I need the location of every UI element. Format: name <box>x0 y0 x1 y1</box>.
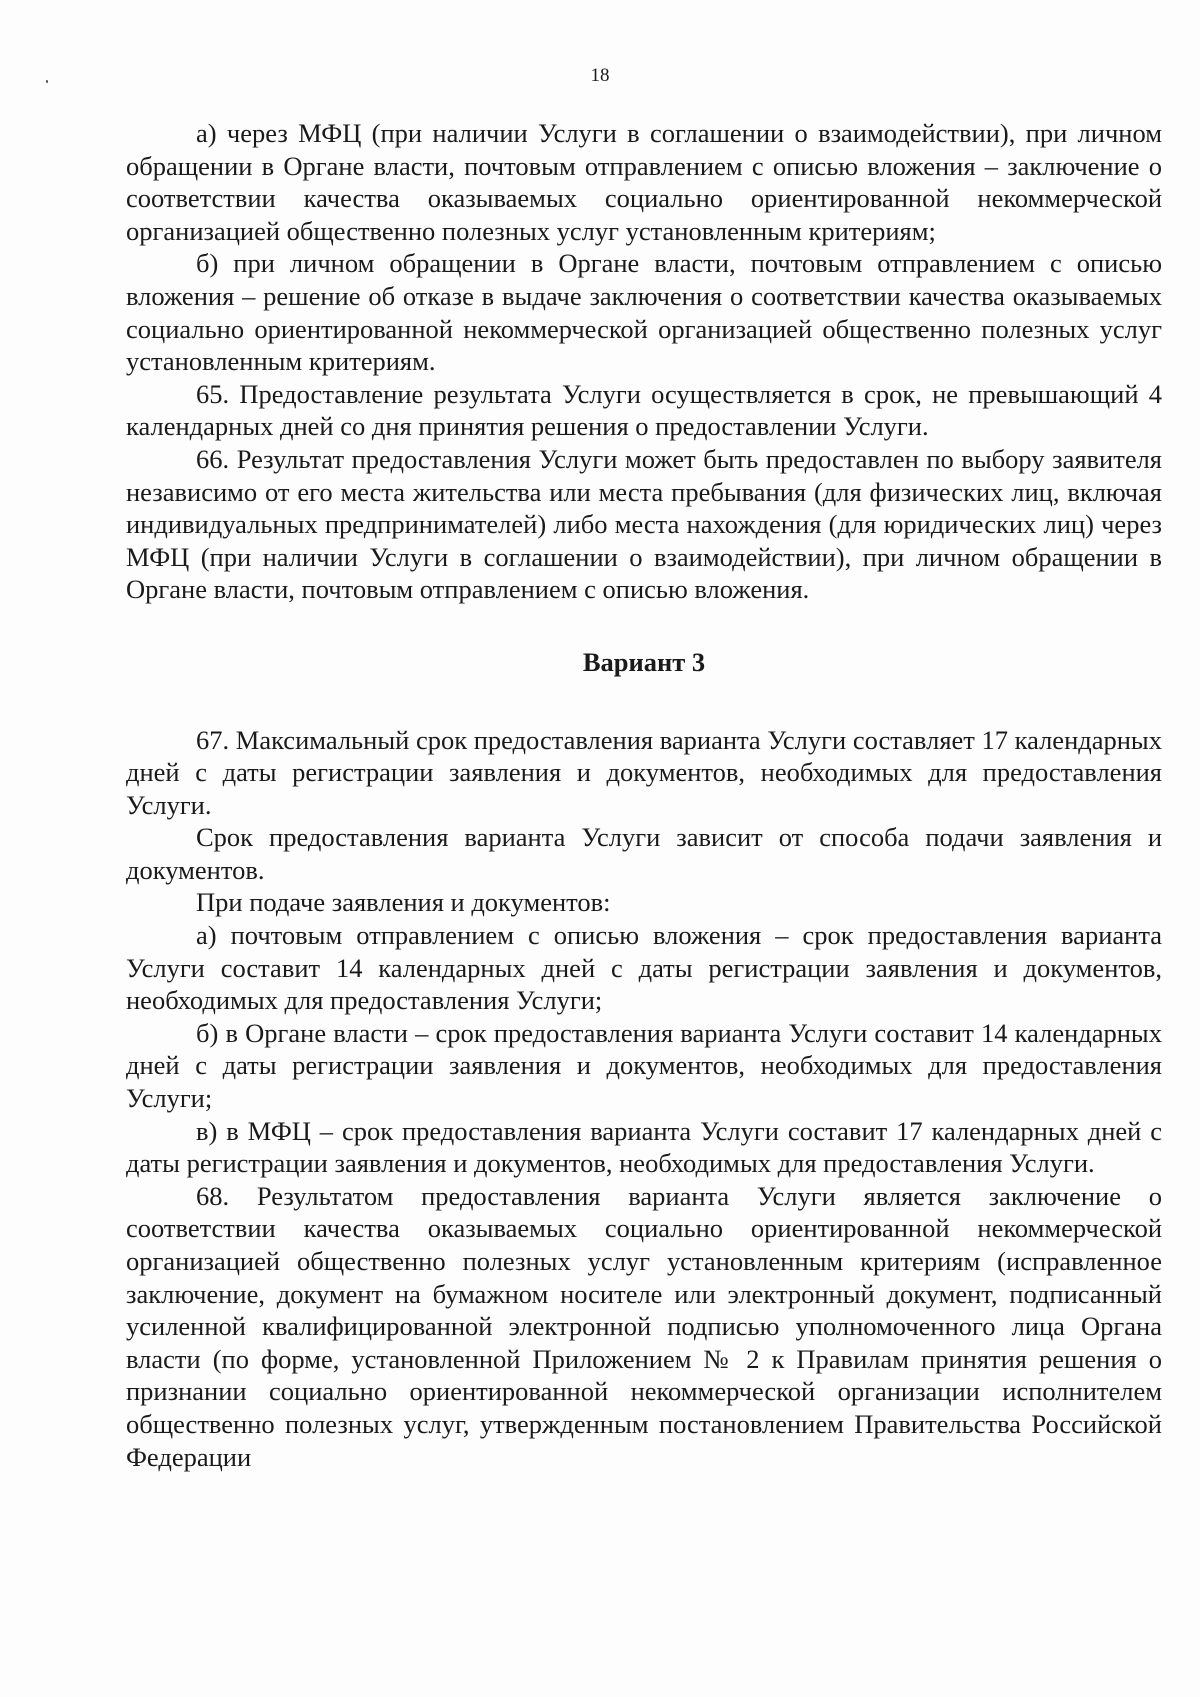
paragraph-a-mfc-result: а) через МФЦ (при наличии Услуги в соглашении о взаимодействии), при личном обращении в Органе власти, почтовым отправлением с описью вложения – заключение о соответствии качества оказываемых социально ориентированной некоммерческой организацией общественно полезных услуг установленным критериям; <box>126 118 1162 246</box>
section-heading-variant-3: Вариант 3 <box>582 646 706 677</box>
paragraph-67: 67. Максимальный срок предоставления варианта Услуги составляет 17 календарных дней с даты регистрации заявления и документов, необходимых для предоставления Услуги. <box>126 724 1162 820</box>
paragraph-submission-intro: При подаче заявления и документов: <box>196 887 611 918</box>
paragraph-a-postal: а) почтовым отправлением с описью вложения – срок предоставления варианта Услуги составит 14 календарных дней с даты регистрации заявления и документов, необходимых для предоставления Услуги; <box>126 920 1162 1016</box>
paragraph-term-depends: Срок предоставления варианта Услуги зависит от способа подачи заявления и документов. <box>126 822 1162 885</box>
paragraph-65: 65. Предоставление результата Услуги осуществляется в срок, не превышающий 4 календарных дней со дня принятия решения о предоставлении Услуги. <box>126 378 1162 442</box>
document-body <box>126 117 1162 1473</box>
paragraph-68: 68. Результатом предоставления варианта Услуги является заключение о соответствии качества оказываемых социально ориентированной некоммерческой организацией общественно полезных услуг установленным критериям (исправленное заключение, документ на бумажном носителе или электронный документ, подписанный усиленной квалифицированной электронной подписью уполномоченного лица Органа власти (по форме, установленной Приложением № 2 к Правилам принятия решения о признании социально ориентированной некоммерческой организации исполнителем общественно полезных услуг, утвержденным постановлением Правительства Российской Федерации <box>126 1180 1162 1472</box>
paragraph-b-authority: б) в Органе власти – срок предоставления варианта Услуги составит 14 календарных дней с даты регистрации заявления и документов, необходимых для предоставления Услуги; <box>126 1017 1162 1114</box>
paragraph-c-mfc: в) в МФЦ – срок предоставления варианта Услуги составит 17 календарных дней с даты регистрации заявления и документов, необходимых для предоставления Услуги. <box>126 1115 1162 1179</box>
paragraph-b-refusal-result: б) при личном обращении в Органе власти, почтовым отправлением с описью вложения – решение об отказе в выдаче заключения о соответствии качества оказываемых социально ориентированной некоммерческой организацией общественно полезных услуг установленным критериям. <box>126 248 1162 377</box>
page-number: 18 <box>590 65 610 86</box>
paragraph-66: 66. Результат предоставления Услуги может быть предоставлен по выбору заявителя независимо от его места жительства или места пребывания (для физических лиц, включая индивидуальных предпринимателей) либо места нахождения (для юридических лиц) через МФЦ (при наличии Услуги в соглашении о взаимодействии), при личном обращении в Органе власти, почтовым отправлением с описью вложения. <box>126 443 1162 605</box>
